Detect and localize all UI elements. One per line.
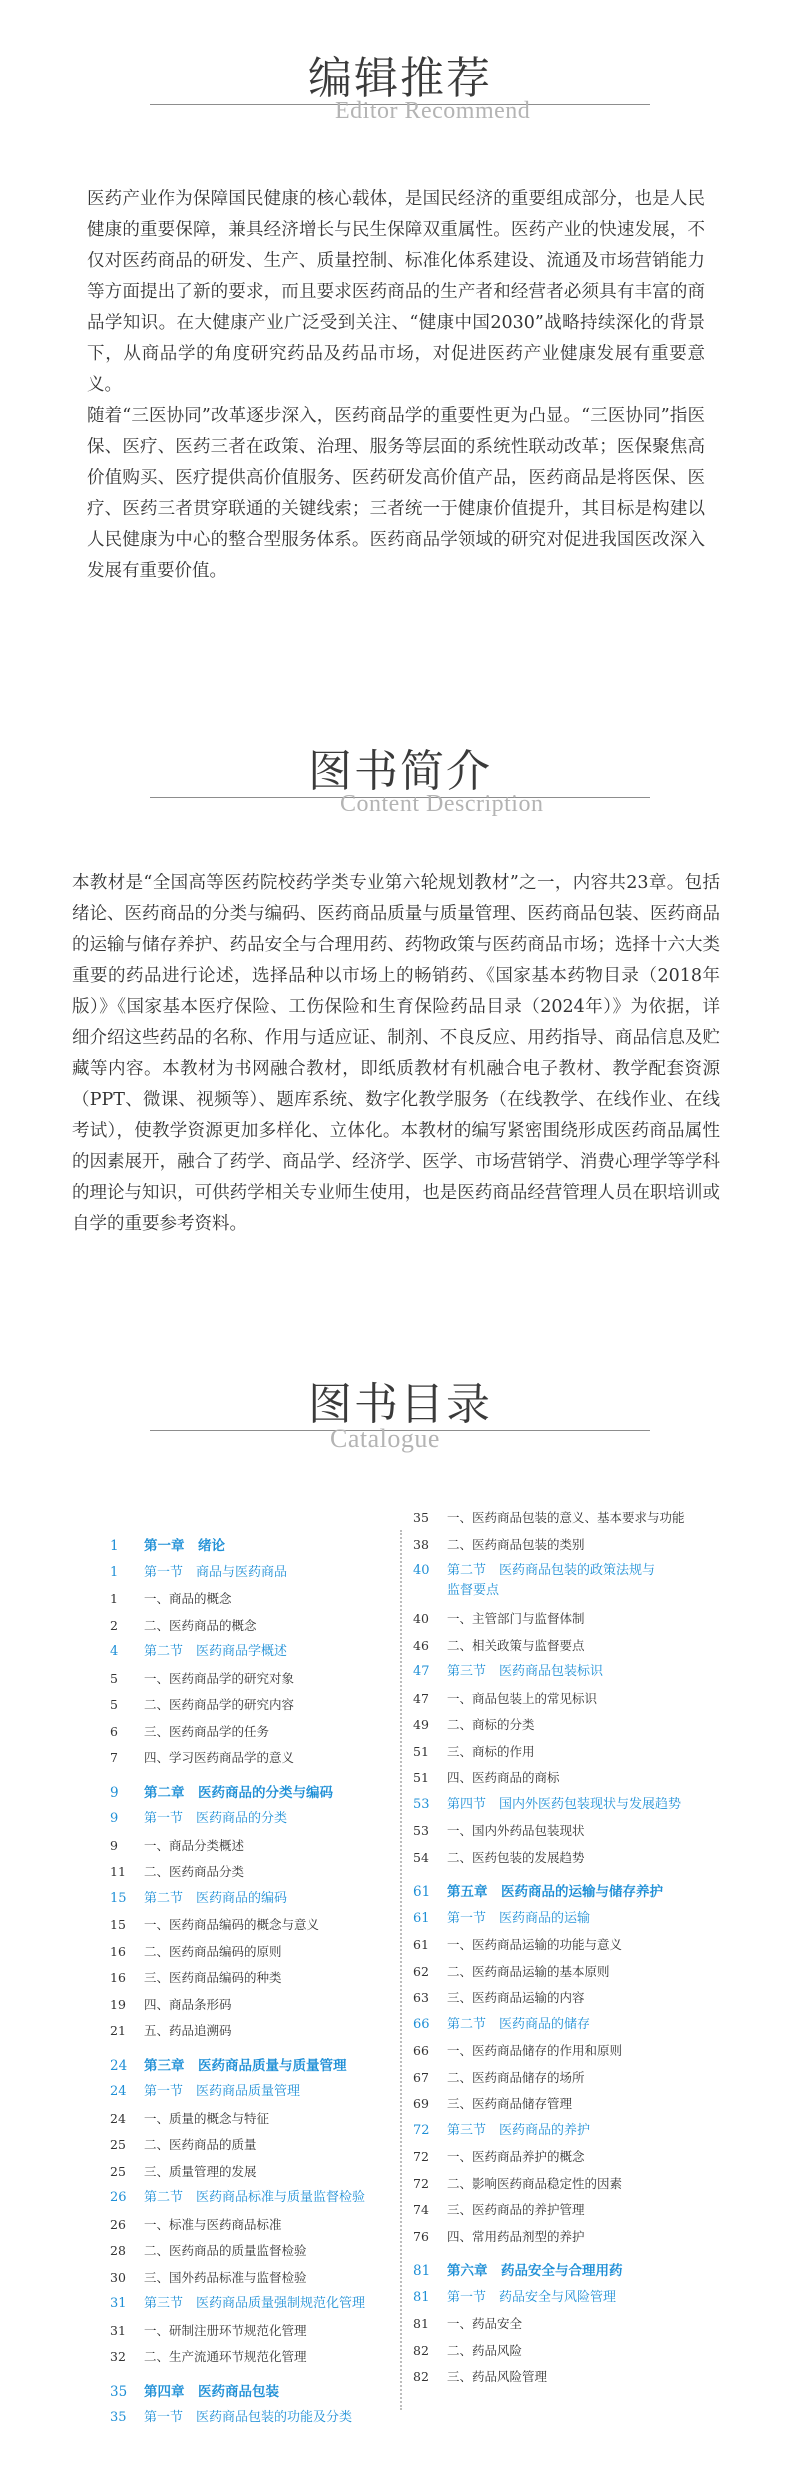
toc-gap: [413, 1874, 713, 1882]
toc-page-number: 11: [110, 1864, 126, 1879]
toc-section-entry: [413, 1561, 713, 1609]
toc-page-number: 32: [110, 2349, 126, 2364]
toc-page-number: 61: [413, 1884, 431, 1900]
toc-page-number: 9: [110, 1837, 118, 1853]
toc-page-number: 74: [413, 2202, 429, 2217]
toc-entry-title: 二、相关政策与监督要点: [447, 1637, 585, 1653]
toc-subsection-entry: [110, 2109, 390, 2136]
toc-entry-title: 第一章 绪论: [144, 1538, 225, 1554]
toc-section-entry: [413, 1795, 713, 1822]
toc-entry-title: 第二节 医药商品标准与质量监督检验: [144, 2190, 366, 2205]
toc-gap: [413, 2253, 713, 2261]
editor-subtitle: Editor Recommend: [335, 98, 531, 124]
toc-subsection-entry: [413, 1535, 713, 1562]
toc-entry-title: 一、医药商品编码的概念与意义: [144, 1917, 320, 1932]
toc-subsection-entry: [110, 2215, 390, 2242]
toc-subsection-entry: [413, 1962, 713, 1989]
toc-page-number: 67: [413, 2069, 429, 2085]
toc-entry-title: 三、国外药品标准与监督检验: [144, 2269, 307, 2285]
toc-entry-title: 二、医药商品编码的原则: [144, 1943, 282, 1959]
intro-section-header: [0, 735, 800, 855]
intro-title: 图书简介: [308, 746, 492, 797]
editor-paragraph-1: 医药产业作为保障国民健康的核心载体，是国民经济的重要组成部分，也是人民健康的重要保障，兼具经济增长与民生保障双重属性。医药产业的快速发展，不仅对医药商品的研发、生产、质量控制、标准化体系建设、流通及市场营销能力等方面提出了新的要求，而且要求医药商品的生产者和经营者必须具有丰富的商品学知识。在大健康产业广泛受到关注、“健康中国2030”战略持续深化的背景下，从商品学的角度研究药品及药品市场，对促进医药产业健康发展有重要意义。: [87, 189, 705, 395]
toc-subsection-entry: [110, 1942, 390, 1969]
toc-section-entry: [413, 2288, 713, 2315]
toc-subsection-entry: [413, 1609, 713, 1636]
toc-entry-title: 一、质量的概念与特征: [144, 2110, 270, 2126]
toc-entry-title: 二、商标的分类: [447, 1717, 535, 1732]
toc-subsection-entry: [110, 1695, 390, 1722]
toc-section-entry: [110, 2294, 390, 2321]
toc-page-number: 51: [413, 1743, 429, 1759]
toc-subsection-entry: [413, 2147, 713, 2174]
toc-page-number: 5: [110, 1670, 118, 1686]
toc-subsection-entry: [110, 1722, 390, 1749]
toc-page-number: 76: [413, 2228, 429, 2244]
toc-entry-title: 第二节 医药商品的储存: [447, 2016, 591, 2032]
toc-page-number: 24: [110, 2057, 128, 2074]
toc-page-number: 35: [413, 1510, 429, 1525]
toc-page-number: 35: [110, 2410, 127, 2425]
toc-entry-title: 二、生产流通环节规范化管理: [144, 2349, 307, 2364]
toc-subsection-entry: [413, 1689, 713, 1716]
toc-section-entry: [110, 1563, 390, 1590]
toc-entry-title: 二、药品风险: [447, 2342, 523, 2358]
toc-page-number: 25: [110, 2163, 126, 2179]
toc-subsection-entry: [413, 2341, 713, 2368]
toc-entry-title: 第四节 国内外医药包装现状与发展趋势: [447, 1796, 682, 1812]
toc-entry-title: 第一节 医药商品包装的功能及分类: [144, 2410, 353, 2425]
toc-subsection-entry: [413, 2068, 713, 2095]
toc-entry-title: 三、医药商品编码的种类: [144, 1970, 282, 1985]
toc-subsection-entry: [413, 1715, 713, 1742]
toc-page-number: 81: [413, 2316, 429, 2331]
toc-page-number: 26: [110, 2216, 126, 2232]
toc-page-number: 21: [110, 2023, 126, 2038]
toc-right-column: [413, 1508, 713, 2394]
toc-entry-title: 三、医药商品的养护管理: [447, 2202, 585, 2217]
toc-page-number: 35: [110, 2383, 128, 2400]
toc-entry-title: 第一节 医药商品的运输: [447, 1910, 591, 1926]
toc-entry-title: 一、研制注册环节规范化管理: [144, 2322, 307, 2338]
toc-chapter-entry: [413, 1882, 713, 1909]
toc-gap: [110, 2374, 390, 2382]
toc-page-number: 66: [413, 2043, 429, 2058]
toc-subsection-entry: [110, 2021, 390, 2048]
toc-page-number: 16: [110, 1943, 126, 1959]
toc-section-entry: [413, 1662, 713, 1689]
toc-page-number: 9: [110, 1784, 119, 1801]
toc-subsection-entry: [110, 1748, 390, 1775]
toc-entry-title: 四、医药商品的商标: [447, 1770, 560, 1785]
toc-entry-title: 一、医药商品包装的意义、基本要求与功能: [447, 1510, 685, 1525]
toc-entry-title: 第二节 医药商品学概述: [144, 1644, 288, 1659]
toc-chapter-entry: [413, 2261, 713, 2288]
toc-page-number: 2: [110, 1617, 118, 1633]
toc-entry-title: 第一节 医药商品质量管理: [144, 2084, 301, 2099]
toc-page-number: 28: [110, 2243, 126, 2258]
toc-page-number: 30: [110, 2269, 126, 2285]
toc-left-column: [110, 1536, 390, 2435]
toc-gap: [110, 1775, 390, 1783]
toc-page-number: 53: [413, 1823, 429, 1838]
toc-entry-title: 二、医药商品的概念: [144, 1617, 257, 1633]
toc-page-number: 82: [413, 2369, 429, 2384]
intro-subtitle: Content Description: [340, 791, 544, 817]
toc-page-number: 63: [413, 1990, 429, 2005]
catalogue-title: 图书目录: [308, 1379, 492, 1430]
toc-page-number: 1: [110, 1538, 119, 1554]
toc-page-number: 54: [413, 1849, 429, 1865]
intro-text: [72, 868, 720, 1240]
toc-entry-title: 第一节 商品与医药商品: [144, 1564, 288, 1580]
toc-subsection-entry: [110, 2321, 390, 2348]
toc-section-entry: [413, 2015, 713, 2042]
toc-entry-title: 一、药品安全: [447, 2316, 523, 2331]
toc-entry-title: 二、医药商品包装的类别: [447, 1536, 585, 1552]
toc-subsection-entry: [110, 2347, 390, 2374]
toc-column-divider: [400, 1530, 402, 2410]
toc-subsection-entry: [413, 2041, 713, 2068]
toc-page-number: 24: [110, 2084, 127, 2099]
toc-section-entry: [110, 1889, 390, 1916]
toc-entry-title: 四、常用药品剂型的养护: [447, 2228, 585, 2244]
toc-subsection-entry: [413, 1848, 713, 1875]
toc-section-entry: [110, 2408, 390, 2435]
toc-entry-title: 二、医药商品的质量: [144, 2137, 257, 2152]
toc-subsection-entry: [110, 1589, 390, 1616]
toc-page-number: 1: [110, 1591, 118, 1606]
toc-entry-title: 二、医药商品运输的基本原则: [447, 1963, 610, 1979]
toc-page-number: 46: [413, 1637, 429, 1653]
toc-page-number: 6: [110, 1723, 118, 1739]
toc-page-number: 4: [110, 1644, 119, 1659]
toc-entry-title: 四、学习医药商品学的意义: [144, 1750, 295, 1765]
toc-entry-title: 一、主管部门与监督体制: [447, 1611, 585, 1626]
toc-page-number: 82: [413, 2342, 429, 2358]
toc-subsection-entry: [110, 1616, 390, 1643]
toc-entry-title: 第四章 医药商品包装: [144, 2383, 279, 2400]
toc-entry-title: 三、医药商品运输的内容: [447, 1990, 585, 2005]
toc-chapter-entry: [110, 2056, 390, 2083]
toc-entry-title: 三、医药商品储存管理: [447, 2096, 573, 2111]
toc-entry-title: 第三节 医药商品的养护: [447, 2122, 591, 2138]
toc-entry-title: 三、药品风险管理: [447, 2369, 548, 2384]
toc-subsection-entry: [110, 1915, 390, 1942]
toc-subsection-entry: [413, 1935, 713, 1962]
toc-subsection-entry: [413, 2200, 713, 2227]
toc-entry-title: 三、商标的作用: [447, 1743, 535, 1759]
toc-subsection-entry: [413, 2094, 713, 2121]
toc-subsection-entry: [413, 1988, 713, 2015]
toc-subsection-entry: [110, 1995, 390, 2022]
toc-page-number: 69: [413, 2096, 429, 2111]
toc-entry-title: 二、医药商品储存的场所: [447, 2069, 585, 2085]
toc-entry-title: 第二章 医药商品的分类与编码: [144, 1784, 333, 1801]
toc-entry-title: 第三节 医药商品包装标识: [447, 1664, 604, 1679]
toc-entry-title: 一、商品的概念: [144, 1591, 232, 1606]
toc-chapter-entry: [110, 1536, 390, 1563]
toc-page-number: 15: [110, 1890, 127, 1906]
toc-subsection-entry: [413, 1768, 713, 1795]
toc-section-entry: [110, 2082, 390, 2109]
toc-entry-title: 一、商品分类概述: [144, 1837, 245, 1853]
toc-subsection-entry: [110, 1862, 390, 1889]
toc-entry-title: 第三章 医药商品质量与质量管理: [144, 2057, 347, 2074]
toc-entry-title: 第一节 医药商品的分类: [144, 1811, 288, 1826]
toc-page-number: 16: [110, 1970, 126, 1985]
toc-subsection-entry: [110, 1968, 390, 1995]
toc-subsection-entry: [413, 1821, 713, 1848]
toc-section-entry: [110, 1809, 390, 1836]
toc-entry-title: 三、医药商品学的任务: [144, 1723, 270, 1739]
toc-entry-title: 一、国内外药品包装现状: [447, 1823, 585, 1838]
toc-page-number: 81: [413, 2263, 431, 2279]
toc-subsection-entry: [413, 1742, 713, 1769]
toc-entry-title: 第二节 医药商品的编码: [144, 1890, 288, 1906]
toc-subsection-entry: [110, 2135, 390, 2162]
toc-page-number: 49: [413, 1717, 429, 1732]
toc-subsection-entry: [413, 2227, 713, 2254]
toc-page-number: 9: [110, 1811, 119, 1826]
toc-entry-title: 第一节 药品安全与风险管理: [447, 2289, 617, 2305]
toc-page-number: 1: [110, 1564, 119, 1580]
toc-gap: [110, 2048, 390, 2056]
toc-entry-title: 第六章 药品安全与合理用药: [447, 2263, 623, 2279]
toc-chapter-entry: [110, 2382, 390, 2409]
toc-page-number: 47: [413, 1690, 429, 1706]
toc-subsection-entry: [413, 2174, 713, 2201]
toc-page-number: 15: [110, 1917, 126, 1932]
toc-page-number: 24: [110, 2110, 126, 2126]
toc-page-number: 66: [413, 2016, 430, 2032]
toc-section-entry: [110, 1642, 390, 1669]
toc-subsection-entry: [413, 2314, 713, 2341]
toc-chapter-entry: [110, 1783, 390, 1810]
toc-entry-title: 一、医药商品学的研究对象: [144, 1670, 295, 1686]
toc-page-number: 25: [110, 2137, 126, 2152]
editor-section-header: [0, 42, 800, 162]
toc-entry-title: 二、医药包装的发展趋势: [447, 1849, 585, 1865]
toc-page-number: 61: [413, 1937, 429, 1952]
toc-entry-title: 一、医药商品储存的作用和原则: [447, 2043, 623, 2058]
toc-entry-title: 三、质量管理的发展: [144, 2163, 257, 2179]
toc-subsection-entry: [413, 2367, 713, 2394]
toc-page-number: 5: [110, 1697, 118, 1712]
toc-entry-title: 四、商品条形码: [144, 1996, 232, 2012]
intro-paragraph: 本教材是“全国高等医药院校药学类专业第六轮规划教材”之一，内容共23章。包括绪论、医药商品的分类与编码、医药商品质量与质量管理、医药商品包装、医药商品的运输与储存养护、药品安全与合理用药、药物政策与医药商品市场；选择十六大类重要的药品进行论述，选择品种以市场上的畅销药、《国家基本药物目录（2018年版）》《国家基本医疗保险、工伤保险和生育保险药品目录（2024年）》为依据，详细介绍这些药品的名称、作用与适应证、制剂、不良反应、用药指导、商品信息及贮藏等内容。本教材为书网融合教材，即纸质教材有机融合电子教材、教学配套资源（PPT、微课、视频等）、题库系统、数字化教学服务（在线教学、在线作业、在线考试），使教学资源更加多样化、立体化。本教材的编写紧密围绕形成医药商品属性的因素展开，融合了药学、商品学、经济学、医学、市场营销学、消费心理学等学科的理论与知识，可供药学相关专业师生使用，也是医药商品经营管理人员在职培训或自学的重要参考资料。: [72, 873, 720, 1234]
toc-entry-title: 二、医药商品学的研究内容: [144, 1697, 295, 1712]
toc-subsection-entry: [110, 1836, 390, 1863]
toc-entry-title: 第二节 医药商品包装的政策法规与监督要点: [447, 1563, 656, 1598]
toc-page-number: 72: [413, 2122, 430, 2138]
editor-text: [87, 184, 705, 587]
catalogue-section-header: [0, 1368, 800, 1488]
toc-entry-title: 一、标准与医药商品标准: [144, 2216, 282, 2232]
toc-subsection-entry: [413, 1508, 713, 1535]
toc-page-number: 61: [413, 1910, 430, 1926]
toc-entry-title: 二、影响医药商品稳定性的因素: [447, 2175, 623, 2191]
toc-subsection-entry: [110, 2268, 390, 2295]
toc-entry-title: 第三节 医药商品质量强制规范化管理: [144, 2296, 366, 2311]
toc-page-number: 19: [110, 1996, 126, 2012]
editor-title: 编辑推荐: [308, 53, 492, 104]
toc-entry-title: 一、医药商品养护的概念: [447, 2149, 585, 2164]
toc-entry-title: 二、医药商品的质量监督检验: [144, 2243, 307, 2258]
toc-page-number: 31: [110, 2322, 126, 2338]
toc-page-number: 51: [413, 1770, 429, 1785]
toc-section-entry: [110, 2188, 390, 2215]
toc-page-number: 40: [413, 1611, 429, 1626]
toc-page-number: 38: [413, 1536, 429, 1552]
toc-page-number: 72: [413, 2149, 429, 2164]
toc-page-number: 26: [110, 2190, 127, 2205]
toc-section-entry: [413, 2121, 713, 2148]
toc-entry-title: 一、商品包装上的常见标识: [447, 1690, 598, 1706]
toc-page-number: 53: [413, 1796, 430, 1812]
editor-paragraph-2: 随着“三医协同”改革逐步深入，医药商品学的重要性更为凸显。“三医协同”指医保、医疗、医药三者在政策、治理、服务等层面的系统性联动改革；医保聚焦高价值购买、医疗提供高价值服务、医药研发高价值产品，医药商品是将医保、医疗、医药三者贯穿联通的关键线索；三者统一于健康价值提升，其目标是构建以人民健康为中心的整合型服务体系。医药商品学领域的研究对促进我国医改深入发展有重要价值。: [87, 406, 705, 581]
toc-page-number: 62: [413, 1963, 429, 1979]
toc-entry-title: 一、医药商品运输的功能与意义: [447, 1937, 623, 1952]
toc-subsection-entry: [110, 2162, 390, 2189]
toc-entry-title: 五、药品追溯码: [144, 2023, 232, 2038]
toc-page-number: 7: [110, 1750, 118, 1765]
toc-entry-title: 第五章 医药商品的运输与储存养护: [447, 1884, 663, 1900]
toc-entry-title: 二、医药商品分类: [144, 1864, 245, 1879]
toc-page-number: 31: [110, 2296, 127, 2311]
toc-page-number: 40: [413, 1563, 430, 1578]
toc-subsection-entry: [110, 2241, 390, 2268]
toc-subsection-entry: [413, 1636, 713, 1663]
toc-subsection-entry: [110, 1669, 390, 1696]
toc-page-number: 81: [413, 2289, 430, 2305]
catalogue-subtitle: Catalogue: [330, 1424, 440, 1453]
toc-section-entry: [413, 1909, 713, 1936]
toc-page-number: 72: [413, 2175, 429, 2191]
toc-page-number: 47: [413, 1664, 430, 1679]
